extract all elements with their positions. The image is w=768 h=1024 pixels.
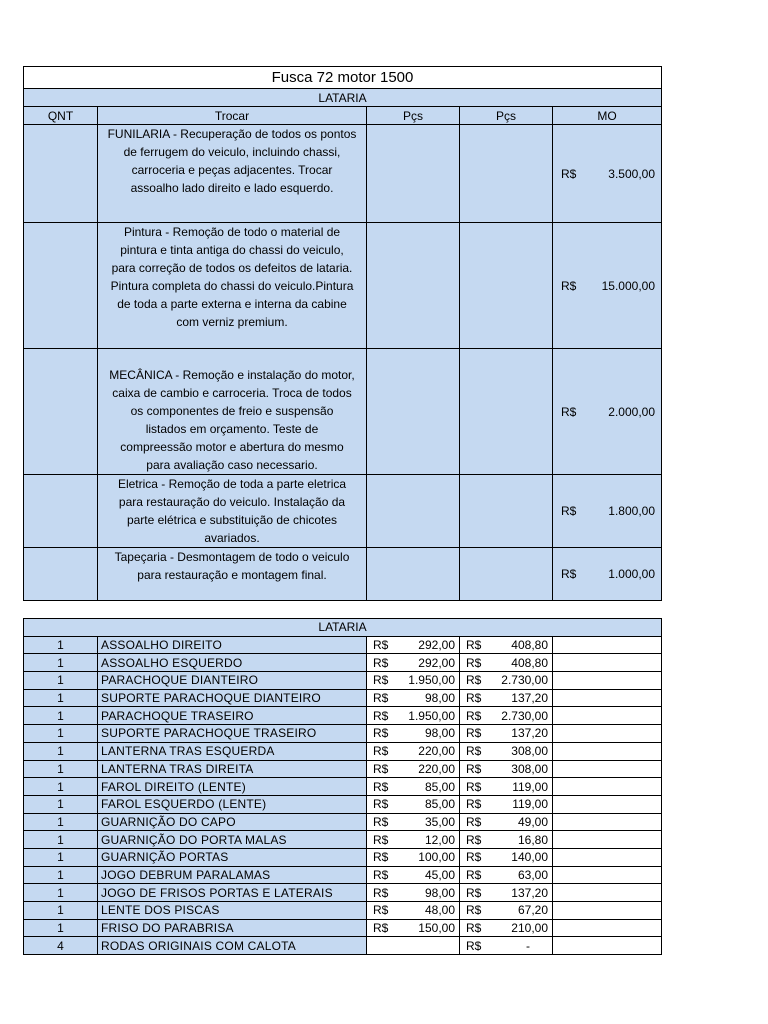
- price-cell: [367, 795, 460, 813]
- description-line: Tapeçaria - Desmontagem de todo o veiculo: [114, 550, 350, 564]
- part-row: [24, 919, 662, 937]
- price-value: 137,20: [511, 726, 548, 741]
- mo-cell: [553, 725, 662, 743]
- price-value: 119,00: [512, 779, 548, 794]
- part-name: GUARNIÇÃO DO PORTA MALAS: [98, 831, 367, 849]
- mo-cell: [553, 866, 662, 884]
- section-band: LATARIA: [24, 619, 662, 637]
- currency-symbol: R$: [373, 655, 389, 670]
- part-name: FRISO DO PARABRISA: [98, 919, 367, 937]
- description-line: com verniz premium.: [176, 315, 288, 329]
- pcs-cell: [460, 548, 553, 601]
- mo-value: 3.500,00: [608, 166, 656, 181]
- description-line: Eletrica - Remoção de toda a parte eletrica: [117, 477, 347, 491]
- currency-symbol: R$: [373, 779, 389, 794]
- pcs-cell: [460, 475, 553, 548]
- currency-symbol: R$: [466, 938, 482, 953]
- part-name: FAROL DIREITO (LENTE): [98, 778, 367, 796]
- price-value: 35,00: [424, 814, 455, 829]
- description-cell: [98, 548, 367, 601]
- price-value: 137,20: [511, 885, 548, 900]
- currency-symbol: R$: [466, 885, 482, 900]
- part-name: LANTERNA TRAS ESQUERDA: [98, 742, 367, 760]
- qnt-cell: 1: [24, 742, 98, 760]
- price-value: 85,00: [424, 797, 455, 812]
- currency-symbol: R$: [373, 673, 389, 688]
- qnt-cell: 1: [24, 831, 98, 849]
- price-value: 12,00: [424, 832, 455, 847]
- qnt-cell: 1: [24, 672, 98, 690]
- header-mo: MO: [553, 107, 662, 125]
- price-value: 45,00: [424, 867, 455, 882]
- price-value: 210,00: [511, 921, 548, 936]
- description-cell: [98, 475, 367, 548]
- description-cell: [98, 125, 367, 223]
- price-cell: [367, 848, 460, 866]
- price-value: -: [526, 938, 530, 953]
- price-value: 292,00: [418, 655, 455, 670]
- description-line: MECÂNICA - Remoção e instalação do motor,: [109, 368, 355, 382]
- price-value: 308,00: [511, 744, 548, 759]
- price-cell: [460, 813, 553, 831]
- part-row: [24, 778, 662, 796]
- price-cell: [460, 831, 553, 849]
- price-value: 140,00: [511, 850, 548, 865]
- description-cell: [98, 223, 367, 349]
- labor-row: [24, 475, 662, 548]
- mo-cell: [553, 689, 662, 707]
- part-name: JOGO DE FRISOS PORTAS E LATERAIS: [98, 884, 367, 902]
- pcs-cell: [367, 349, 460, 475]
- part-row: [24, 902, 662, 920]
- price-cell: [460, 672, 553, 690]
- qnt-cell: 1: [24, 725, 98, 743]
- description-line: caixa de cambio e carroceria. Troca de todos: [112, 386, 352, 400]
- price-value: 67,20: [517, 903, 548, 918]
- currency-symbol: R$: [373, 761, 389, 776]
- part-row: [24, 689, 662, 707]
- currency-symbol: R$: [373, 708, 389, 723]
- currency-symbol: R$: [466, 691, 482, 706]
- part-name: JOGO DEBRUM PARALAMAS: [98, 866, 367, 884]
- mo-value: 1.800,00: [608, 504, 656, 518]
- currency-symbol: R$: [373, 885, 389, 900]
- part-name: RODAS ORIGINAIS COM CALOTA: [98, 937, 367, 955]
- price-cell: [460, 636, 553, 654]
- mo-value: 2.000,00: [608, 404, 656, 419]
- mo-cell: [553, 475, 662, 548]
- mo-cell: [553, 654, 662, 672]
- price-value: 85,00: [424, 779, 455, 794]
- currency-symbol: R$: [466, 814, 482, 829]
- price-value: 308,00: [511, 761, 548, 776]
- header-pcs: Pçs: [460, 107, 553, 125]
- qnt-cell: 1: [24, 884, 98, 902]
- part-row: [24, 937, 662, 955]
- price-value: 137,20: [511, 691, 548, 706]
- description-cell: [98, 349, 367, 475]
- mo-cell: [553, 636, 662, 654]
- price-value: 98,00: [424, 885, 455, 900]
- mo-cell: [553, 937, 662, 955]
- part-name: PARACHOQUE DIANTEIRO: [98, 672, 367, 690]
- part-name: ASSOALHO DIREITO: [98, 636, 367, 654]
- description-line: listados em orçamento. Teste de: [145, 422, 319, 436]
- price-cell: [367, 636, 460, 654]
- price-cell: [367, 760, 460, 778]
- description-line: FUNILARIA - Recuperação de todos os pontos: [107, 127, 357, 141]
- price-cell: [460, 919, 553, 937]
- qnt-cell: 1: [24, 636, 98, 654]
- description-line: para correção de todos os defeitos de lataria.: [111, 261, 353, 275]
- price-cell: [367, 725, 460, 743]
- part-name: SUPORTE PARACHOQUE TRASEIRO: [98, 725, 367, 743]
- price-cell: [460, 689, 553, 707]
- currency-symbol: R$: [373, 921, 389, 936]
- currency-symbol: R$: [466, 744, 482, 759]
- qnt-cell: 1: [24, 654, 98, 672]
- part-row: [24, 866, 662, 884]
- qnt-cell: [24, 475, 98, 548]
- currency-symbol: R$: [466, 903, 482, 918]
- description-line: Pintura completa do chassi do veiculo.Pintura: [110, 279, 354, 293]
- qnt-cell: [24, 548, 98, 601]
- part-name: LANTERNA TRAS DIREITA: [98, 760, 367, 778]
- mo-cell: [553, 902, 662, 920]
- mo-cell: [553, 831, 662, 849]
- price-value: 100,00: [418, 850, 455, 865]
- currency-symbol: R$: [373, 638, 389, 653]
- price-value: 408,80: [511, 638, 548, 653]
- price-cell: [367, 742, 460, 760]
- part-row: [24, 760, 662, 778]
- price-value: 220,00: [418, 744, 455, 759]
- price-value: 408,80: [511, 655, 548, 670]
- price-cell: [460, 742, 553, 760]
- part-row: [24, 813, 662, 831]
- pcs-cell: [367, 548, 460, 601]
- labor-table: [23, 66, 662, 601]
- mo-cell: [553, 707, 662, 725]
- price-value: 48,00: [424, 903, 455, 918]
- price-value: 16,80: [517, 832, 548, 847]
- part-row: [24, 672, 662, 690]
- price-cell: [460, 866, 553, 884]
- qnt-cell: 4: [24, 937, 98, 955]
- price-value: 98,00: [424, 726, 455, 741]
- currency-symbol: R$: [373, 797, 389, 812]
- mo-cell: [553, 125, 662, 223]
- description-line: assoalho lado direito e lado esquerdo.: [130, 181, 334, 195]
- qnt-cell: [24, 125, 98, 223]
- qnt-cell: 1: [24, 707, 98, 725]
- description-line: para avaliação caso necessario.: [146, 458, 318, 472]
- currency-symbol: R$: [466, 850, 482, 865]
- currency-symbol: R$: [466, 655, 482, 670]
- price-cell: [367, 707, 460, 725]
- header-trocar: Trocar: [98, 107, 367, 125]
- qnt-cell: 1: [24, 760, 98, 778]
- price-cell: [460, 848, 553, 866]
- price-cell: [460, 707, 553, 725]
- header-qnt: QNT: [24, 107, 98, 125]
- part-row: [24, 742, 662, 760]
- mo-cell: [553, 778, 662, 796]
- description-line: compreessão motor e abertura do mesmo: [120, 440, 344, 454]
- part-name: SUPORTE PARACHOQUE DIANTEIRO: [98, 689, 367, 707]
- currency-symbol: R$: [466, 779, 482, 794]
- mo-value: 15.000,00: [601, 278, 656, 293]
- currency-symbol: R$: [466, 726, 482, 741]
- description-line: parte elétrica e substituição de chicotes: [126, 513, 338, 527]
- part-name: GUARNIÇÃO PORTAS: [98, 848, 367, 866]
- mo-cell: [553, 349, 662, 475]
- part-name: PARACHOQUE TRASEIRO: [98, 707, 367, 725]
- part-row: [24, 848, 662, 866]
- price-value: 292,00: [418, 638, 455, 653]
- price-cell: [460, 937, 553, 955]
- part-row: [24, 707, 662, 725]
- price-cell: [367, 919, 460, 937]
- mo-cell: [553, 223, 662, 349]
- price-value: 2.730,00: [501, 673, 548, 688]
- price-value: 220,00: [418, 761, 455, 776]
- price-value: 63,00: [517, 867, 548, 882]
- price-value: 150,00: [418, 921, 455, 936]
- pcs-cell: [460, 223, 553, 349]
- price-cell: [367, 654, 460, 672]
- currency-symbol: R$: [466, 921, 482, 936]
- currency-symbol: R$: [561, 166, 577, 181]
- price-cell: [367, 902, 460, 920]
- price-cell: [460, 778, 553, 796]
- price-cell: [460, 795, 553, 813]
- price-value: 1.950,00: [408, 673, 455, 688]
- part-row: [24, 831, 662, 849]
- currency-symbol: R$: [373, 867, 389, 882]
- labor-row: [24, 548, 662, 601]
- part-name: FAROL ESQUERDO (LENTE): [98, 795, 367, 813]
- description-line: pintura e tinta antiga do chassi do veiculo,: [120, 243, 344, 257]
- qnt-cell: 1: [24, 778, 98, 796]
- page-title: Fusca 72 motor 1500: [24, 67, 662, 89]
- price-cell: [460, 902, 553, 920]
- currency-symbol: R$: [373, 814, 389, 829]
- description-line: para restauração do veiculo. Instalação da: [118, 495, 346, 509]
- currency-symbol: R$: [466, 797, 482, 812]
- qnt-cell: 1: [24, 795, 98, 813]
- currency-symbol: R$: [561, 278, 577, 293]
- pcs-cell: [460, 349, 553, 475]
- description-line: de toda a parte externa e interna da cabine: [117, 297, 347, 311]
- part-row: [24, 636, 662, 654]
- price-cell: [460, 884, 553, 902]
- mo-cell: [553, 848, 662, 866]
- description-line: avariados.: [204, 531, 260, 545]
- price-value: 1.950,00: [408, 708, 455, 723]
- qnt-cell: 1: [24, 813, 98, 831]
- description-line: os componentes de freio e suspensão: [130, 404, 334, 418]
- mo-cell: [553, 760, 662, 778]
- mo-cell: [553, 672, 662, 690]
- pcs-cell: [367, 223, 460, 349]
- qnt-cell: 1: [24, 689, 98, 707]
- description-line: para restauração e montagem final.: [137, 568, 327, 582]
- currency-symbol: R$: [373, 903, 389, 918]
- part-name: GUARNIÇÃO DO CAPO: [98, 813, 367, 831]
- pcs-cell: [367, 125, 460, 223]
- currency-symbol: R$: [466, 673, 482, 688]
- mo-cell: [553, 548, 662, 601]
- part-row: [24, 795, 662, 813]
- mo-cell: [553, 742, 662, 760]
- price-cell: [367, 937, 460, 955]
- description-line: de ferrugem do veiculo, incluindo chassi,: [123, 145, 341, 159]
- price-value: 49,00: [517, 814, 548, 829]
- currency-symbol: R$: [373, 850, 389, 865]
- currency-symbol: R$: [466, 832, 482, 847]
- mo-value: 1.000,00: [608, 567, 656, 581]
- currency-symbol: R$: [373, 726, 389, 741]
- price-cell: [367, 689, 460, 707]
- price-cell: [460, 760, 553, 778]
- mo-cell: [553, 919, 662, 937]
- price-cell: [460, 654, 553, 672]
- mo-cell: [553, 813, 662, 831]
- qnt-cell: 1: [24, 902, 98, 920]
- description-line: carroceria e peças adjacentes. Trocar: [131, 163, 333, 177]
- qnt-cell: [24, 223, 98, 349]
- part-name: LENTE DOS PISCAS: [98, 902, 367, 920]
- price-value: 119,00: [512, 797, 548, 812]
- pcs-cell: [367, 475, 460, 548]
- part-row: [24, 654, 662, 672]
- header-pcs: Pçs: [367, 107, 460, 125]
- price-cell: [367, 672, 460, 690]
- price-value: 2.730,00: [501, 708, 548, 723]
- currency-symbol: R$: [466, 761, 482, 776]
- parts-table: [23, 618, 662, 955]
- currency-symbol: R$: [466, 708, 482, 723]
- qnt-cell: [24, 349, 98, 475]
- part-row: [24, 725, 662, 743]
- section-band: LATARIA: [24, 89, 662, 107]
- qnt-cell: 1: [24, 866, 98, 884]
- price-cell: [367, 778, 460, 796]
- currency-symbol: R$: [466, 867, 482, 882]
- description-line: Pintura - Remoção de todo o material de: [123, 225, 341, 239]
- labor-row: [24, 349, 662, 475]
- mo-cell: [553, 884, 662, 902]
- price-cell: [367, 831, 460, 849]
- mo-cell: [553, 795, 662, 813]
- price-cell: [367, 866, 460, 884]
- labor-row: [24, 125, 662, 223]
- qnt-cell: 1: [24, 919, 98, 937]
- currency-symbol: R$: [561, 404, 577, 419]
- qnt-cell: 1: [24, 848, 98, 866]
- price-cell: [460, 725, 553, 743]
- price-value: 98,00: [424, 691, 455, 706]
- price-cell: [367, 884, 460, 902]
- currency-symbol: R$: [561, 504, 577, 518]
- currency-symbol: R$: [373, 832, 389, 847]
- currency-symbol: R$: [373, 691, 389, 706]
- pcs-cell: [460, 125, 553, 223]
- price-cell: [367, 813, 460, 831]
- currency-symbol: R$: [466, 638, 482, 653]
- part-row: [24, 884, 662, 902]
- part-name: ASSOALHO ESQUERDO: [98, 654, 367, 672]
- labor-row: [24, 223, 662, 349]
- currency-symbol: R$: [373, 744, 389, 759]
- currency-symbol: R$: [561, 567, 577, 581]
